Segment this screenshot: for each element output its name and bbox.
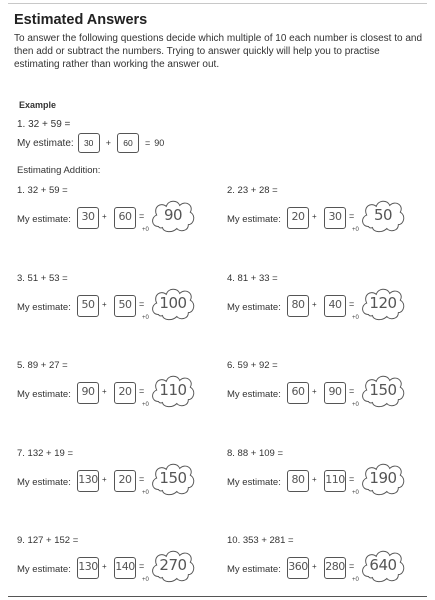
- plus-sign: +: [312, 387, 317, 396]
- first-estimate-value: 360: [288, 560, 308, 573]
- equals-sign: =: [139, 474, 145, 484]
- first-estimate-value: 60: [291, 385, 305, 398]
- problem-question: 8. 88 + 109 =: [227, 448, 283, 459]
- problem-question: 1. 32 + 59 =: [17, 185, 68, 196]
- problem-question: 4. 81 + 33 =: [227, 273, 278, 284]
- problem-question: 7. 132 + 19 =: [17, 448, 73, 459]
- zero-mark: +0: [142, 402, 149, 408]
- second-estimate-value: 20: [118, 385, 132, 398]
- first-estimate-value: 50: [81, 298, 95, 311]
- first-estimate-value: 30: [81, 210, 95, 223]
- estimated-answer: 110: [159, 381, 187, 399]
- problem-9: [17, 535, 217, 595]
- equals-sign: =: [349, 474, 355, 484]
- estimated-answer: 50: [373, 206, 393, 224]
- problem-4: [227, 273, 427, 333]
- example-first-box: 30: [78, 133, 100, 153]
- zero-mark: +0: [142, 227, 149, 233]
- example-plus-sign: +: [105, 138, 111, 148]
- zero-mark: +0: [142, 577, 149, 583]
- problem-question: 9. 127 + 152 =: [17, 535, 79, 546]
- estimated-answer: 190: [369, 469, 397, 487]
- plus-sign: +: [312, 562, 317, 571]
- problem-10: [227, 535, 427, 595]
- estimated-answer: 270: [159, 556, 187, 574]
- first-estimate-value: 90: [81, 385, 95, 398]
- example-second-box: 60: [117, 133, 139, 153]
- plus-sign: +: [312, 475, 317, 484]
- estimate-label: My estimate:: [227, 302, 281, 313]
- equals-sign: =: [139, 211, 145, 221]
- second-estimate-value: 20: [118, 473, 132, 486]
- plus-sign: +: [102, 212, 107, 221]
- estimate-label: My estimate:: [17, 564, 71, 575]
- estimate-label: My estimate:: [17, 389, 71, 400]
- zero-mark: +0: [352, 227, 359, 233]
- estimate-label: My estimate:: [227, 564, 281, 575]
- plus-sign: +: [102, 475, 107, 484]
- problem-question: 10. 353 + 281 =: [227, 535, 294, 546]
- equals-sign: =: [349, 386, 355, 396]
- estimate-label: My estimate:: [227, 214, 281, 225]
- estimated-answer: 150: [369, 381, 397, 399]
- problem-7: [17, 448, 217, 508]
- estimated-answer: 100: [159, 294, 187, 312]
- equals-sign: =: [349, 211, 355, 221]
- example-question: 1. 32 + 59 =: [17, 119, 71, 130]
- problem-question: 6. 59 + 92 =: [227, 360, 278, 371]
- equals-sign: =: [139, 561, 145, 571]
- estimated-answer: 150: [159, 469, 187, 487]
- zero-mark: +0: [142, 490, 149, 496]
- equals-sign: =: [349, 561, 355, 571]
- first-estimate-value: 80: [291, 298, 305, 311]
- equals-sign: =: [139, 386, 145, 396]
- example-estimate-row: [17, 133, 166, 153]
- plus-sign: +: [312, 212, 317, 221]
- first-estimate-value: 20: [291, 210, 305, 223]
- second-estimate-value: 60: [118, 210, 132, 223]
- plus-sign: +: [312, 300, 317, 309]
- equals-sign: =: [139, 299, 145, 309]
- bottom-divider: [8, 596, 427, 597]
- estimated-answer: 640: [369, 556, 397, 574]
- first-estimate-value: 130: [78, 560, 98, 573]
- estimate-label: My estimate:: [227, 477, 281, 488]
- problem-5: [17, 360, 217, 420]
- second-estimate-value: 110: [325, 473, 345, 486]
- problem-3: [17, 273, 217, 333]
- zero-mark: +0: [352, 402, 359, 408]
- estimate-label: My estimate:: [17, 302, 71, 313]
- section-heading: Estimating Addition:: [17, 165, 101, 176]
- estimate-label: My estimate:: [17, 477, 71, 488]
- problem-question: 2. 23 + 28 =: [227, 185, 278, 196]
- problem-6: [227, 360, 427, 420]
- problem-1: [17, 185, 217, 245]
- zero-mark: +0: [352, 490, 359, 496]
- plus-sign: +: [102, 387, 107, 396]
- example-heading: Example: [19, 100, 57, 110]
- equals-sign: =: [349, 299, 355, 309]
- instructions-text: To answer the following questions decide which multiple of 10 each number is closest to and then add or subtract the numbers. Trying to answer quickly will help you to practise estimating rather than working the answer out.: [14, 33, 423, 70]
- second-estimate-value: 90: [328, 385, 342, 398]
- plus-sign: +: [102, 300, 107, 309]
- estimate-label: My estimate:: [227, 389, 281, 400]
- estimated-answer: 90: [163, 206, 183, 224]
- worksheet-title: Estimated Answers: [14, 12, 148, 28]
- second-estimate-value: 280: [325, 560, 345, 573]
- example-estimate-label: My estimate:: [17, 137, 74, 149]
- first-estimate-value: 130: [78, 473, 98, 486]
- second-estimate-value: 50: [118, 298, 132, 311]
- second-estimate-value: 30: [328, 210, 342, 223]
- zero-mark: +0: [352, 315, 359, 321]
- first-estimate-value: 80: [291, 473, 305, 486]
- problem-question: 3. 51 + 53 =: [17, 273, 68, 284]
- problem-8: [227, 448, 427, 508]
- plus-sign: +: [102, 562, 107, 571]
- estimate-label: My estimate:: [17, 214, 71, 225]
- problem-question: 5. 89 + 27 =: [17, 360, 68, 371]
- example-equals-sign: =: [144, 138, 151, 148]
- estimated-answer: 120: [369, 294, 397, 312]
- second-estimate-value: 140: [115, 560, 135, 573]
- top-divider: [8, 3, 427, 4]
- second-estimate-value: 40: [328, 298, 342, 311]
- example-answer: 90: [154, 138, 165, 148]
- zero-mark: +0: [352, 577, 359, 583]
- problem-2: [227, 185, 427, 245]
- zero-mark: +0: [142, 315, 149, 321]
